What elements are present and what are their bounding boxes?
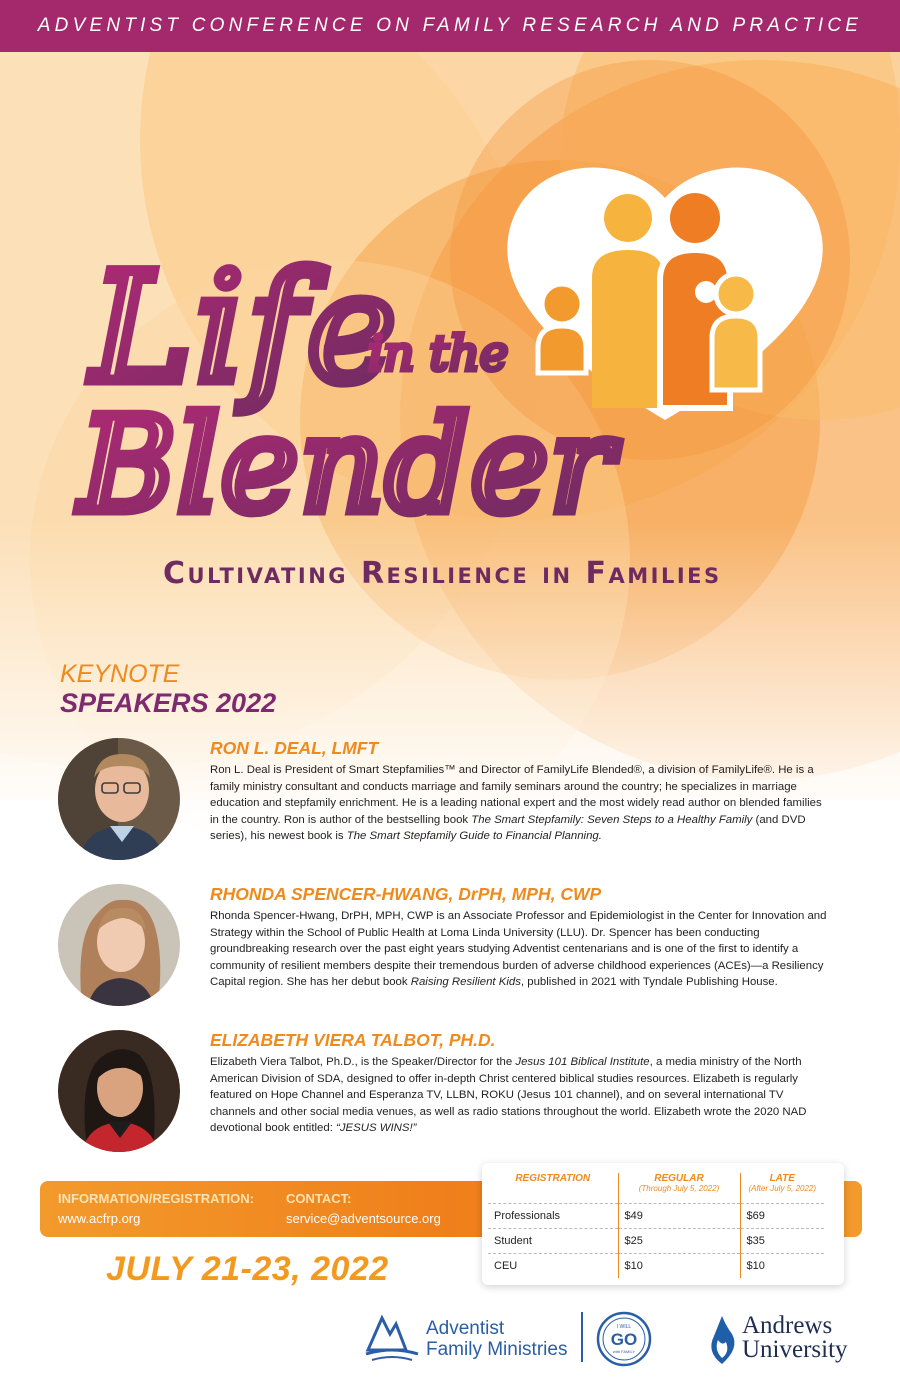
table-cell: $10 [740, 1253, 824, 1278]
website-link[interactable]: www.acfrp.org [58, 1211, 141, 1226]
title-in-the: in the [368, 326, 509, 382]
header-banner [0, 0, 900, 52]
speaker-name: ELIZABETH VIERA TALBOT, PH.D. [210, 1030, 496, 1050]
table-cell: CEU [488, 1253, 618, 1278]
table-header: REGULAR (Through July 5, 2022) [618, 1173, 740, 1203]
table-row [488, 1253, 824, 1278]
table-cell: $69 [740, 1203, 824, 1228]
title-blender: Blender [80, 389, 615, 541]
speaker-photo [58, 884, 180, 1006]
speaker-photo [58, 1030, 180, 1152]
afm-line-1: Adventist [426, 1318, 505, 1339]
au-line-1: Andrews [742, 1312, 833, 1339]
andrews-logo-text [742, 1314, 848, 1362]
contact-label: CONTACT: [286, 1191, 352, 1206]
event-title [0, 150, 900, 570]
table-row [488, 1228, 824, 1253]
svg-text:GO: GO [610, 1330, 638, 1349]
speaker-bio: Rhonda Spencer-Hwang, DrPH, MPH, CWP is an Associate Professor and Epidemiologist in the Center for Innovation and Strategy within the School of Public Health at Loma Linda University (LLU). Dr. Spencer has been conducting groundbreaking research over the past eight years studying Adventist centenarians and is one of the first to identify a community of resilient members despite their tremendous burden of adverse childhood experiences (ACEs)—a Resiliency Capital region. She has her debut book Raising Resilient Kids, published in 2021 with Tyndale Publishing House. [210, 910, 827, 989]
event-dates: JULY 21-23, 2022 [106, 1250, 389, 1288]
speaker-name: RON L. DEAL, LMFT [210, 738, 379, 758]
svg-text:with FAMILY: with FAMILY [612, 1349, 636, 1354]
registration-table-card [482, 1163, 844, 1285]
title-life: Life [92, 242, 400, 416]
table-header: LATE (After July 5, 2022) [740, 1173, 824, 1203]
keynote-label: KEYNOTE [60, 660, 180, 688]
table-cell: $35 [740, 1228, 824, 1253]
au-line-2: University [742, 1336, 848, 1363]
table-cell: Student [488, 1228, 618, 1253]
conference-name: ADVENTIST CONFERENCE ON FAMILY RESEARCH AND PRACTICE [37, 15, 863, 36]
table-cell: $49 [618, 1203, 740, 1228]
i-will-go-badge-icon [596, 1311, 652, 1367]
speaker-bio: Elizabeth Viera Talbot, Ph.D., is the Speaker/Director for the Jesus 101 Biblical Institute, a media ministry of the North American Division of SDA, designed to offer in-depth Christ centered biblical studies resources. Elizabeth is regularly featured on Hope Channel and Esperanza TV, LLBN, ROKU (Jesus 101 channel), and on several international TV channels and other social media venues, as well as radio stations throughout the world. Elizabeth wrote the 2020 NAD devotional book entitled: “JESUS WINS!” [210, 1056, 807, 1135]
logo-divider [581, 1312, 583, 1362]
speakers-heading: SPEAKERS 2022 [60, 688, 277, 718]
afm-line-2: Family Ministries [426, 1339, 568, 1360]
table-cell: $25 [618, 1228, 740, 1253]
afm-logo-text [426, 1318, 567, 1360]
speaker-photo [58, 738, 180, 860]
registration-table [488, 1173, 824, 1278]
event-subtitle: Cultivating Resilience in Families [163, 556, 722, 591]
table-cell: Professionals [488, 1203, 618, 1228]
svg-text:I WILL: I WILL [616, 1324, 632, 1330]
info-label: INFORMATION/REGISTRATION: [58, 1191, 254, 1206]
table-row [488, 1203, 824, 1228]
table-cell: $10 [618, 1253, 740, 1278]
speaker-bio: Ron L. Deal is President of Smart Stepfamilies™ and Director of FamilyLife Blended®, a division of FamilyLife®. He is a family ministry consultant and conducts marriage and family seminars around the country; he specializes in marriage education and stepfamily enrichment. He is a leading national expert and the most widely read author on blended families in the country. Ron is author of the bestselling book The Smart Stepfamily: Seven Steps to a Healthy Family (and DVD series), his newest book is The Smart Stepfamily Guide to Financial Planning. [210, 764, 822, 843]
contact-email-link[interactable]: service@adventsource.org [286, 1211, 441, 1226]
speaker-name: RHONDA SPENCER-HWANG, DrPH, MPH, CWP [210, 884, 602, 904]
table-header: REGISTRATION [515, 1173, 591, 1184]
